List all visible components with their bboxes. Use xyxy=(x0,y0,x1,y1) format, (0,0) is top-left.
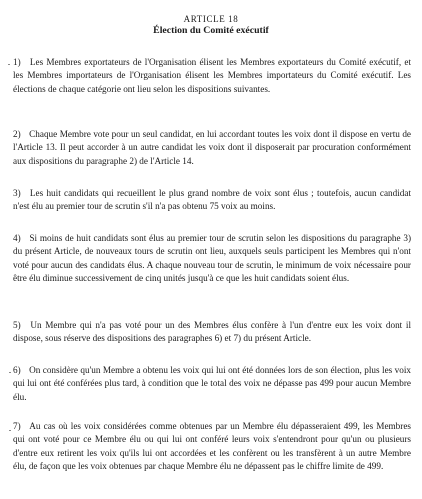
paragraph-1 xyxy=(13,56,411,96)
paragraph-number: 5) xyxy=(13,320,21,330)
article-title: Élection du Comité exécutif xyxy=(153,25,269,36)
article-header xyxy=(0,14,422,37)
paragraph-text: Si moins de huit candidats sont élus au premier tour de scrutin selon les dispositions du paragraphe 3) du présent Article, de nouveaux tours de scrutin ont lieu, auxquels seuls participent les Membres qui n'ont voté pour aucun des candidats élus. A chaque nouveau tour de scrutin, le minimum de voix nécessaire pour être élu diminue successivement de cinq unités jusqu'à ce que les huit candidats soient élus. xyxy=(13,233,412,283)
paragraph-text: Un Membre qui n'a pas voté pour un des Membres élus confère à l'un d'entre eux les voix dont il dispose, sous réserve des dispositions des paragraphes 6) et 7) du présent Article. xyxy=(13,320,411,344)
paragraph-text: On considère qu'un Membre a obtenu les voix qui lui ont été données lors de son élection, plus les voix qui lui ont été conférées plus tard, à condition que le total des voix ne dépasse pas 499 pour aucun Membre élu. xyxy=(13,365,411,402)
paragraph-text: Au cas où les voix considérées comme obtenues par un Membre élu dépasseraient 499, les Membres qui ont voté pour ce Membre élu ou qui lui ont conféré leurs voix s'entendront pour qu'un ou plusieurs d'entre eux retirent les voix qu'ils lui ont accordées et les confèrent ou les transfèrent à un autre Membre élu, de façon que les voix obtenues par chaque Membre élu ne dépassent pas le chiffre limite de 499. xyxy=(13,421,411,471)
paragraph-5 xyxy=(13,319,411,346)
paragraph-text: Chaque Membre vote pour un seul candidat, en lui accordant toutes les voix dont il dispose en vertu de l'Article 13. Il peut accorder à un autre candidat les voix dont il disposerait par procuration conformément aux dispositions du paragraphe 2) de l'Article 14. xyxy=(13,129,411,166)
paragraph-2 xyxy=(13,128,411,168)
article-number: ARTICLE 18 xyxy=(183,14,239,24)
scan-artifact xyxy=(9,430,11,431)
paragraph-number: 6) xyxy=(13,365,21,375)
paragraph-number: 7) xyxy=(13,421,21,431)
paragraph-number: 4) xyxy=(13,233,21,243)
paragraph-text: Les Membres exportateurs de l'Organisation élisent les Membres exportateurs du Comité exécutif, et les Membres importateurs de l'Organisation élisent les Membres importateurs du Comité exécutif. Les élections de chaque catégorie ont lieu selon les dispositions suivantes. xyxy=(13,57,412,94)
paragraph-7 xyxy=(13,420,411,473)
paragraph-number: 2) xyxy=(13,129,21,139)
paragraph-6 xyxy=(13,364,411,404)
scan-artifact xyxy=(8,64,10,65)
paragraph-3 xyxy=(13,187,411,214)
paragraph-number: 3) xyxy=(13,188,21,198)
scan-artifact xyxy=(9,372,11,373)
paragraph-number: 1) xyxy=(13,57,21,67)
paragraph-text: Les huit candidats qui recueillent le plus grand nombre de voix sont élus ; toutefois, aucun candidat n'est élu au premier tour de scrutin s'il n'a pas obtenu 75 voix au moins. xyxy=(13,188,411,212)
paragraph-4 xyxy=(13,232,411,285)
